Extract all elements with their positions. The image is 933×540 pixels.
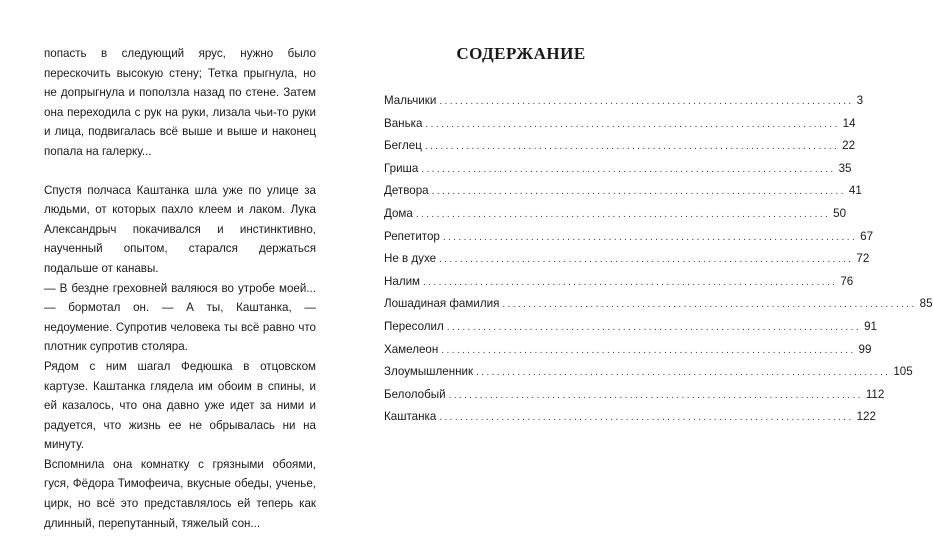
paragraph-gap [44, 162, 316, 181]
toc-list [384, 90, 933, 429]
toc-entry-page: 112 [865, 387, 885, 401]
toc-entry-title: Пересолил [384, 319, 444, 333]
toc-entry [384, 113, 856, 136]
toc-entry-title: Ванька [384, 116, 423, 130]
right-page-contents [384, 44, 933, 429]
toc-entry-page: 99 [858, 342, 872, 356]
toc-entry [384, 158, 852, 181]
paragraph-3: — В бездне греховней валяюся во утробе моей... — бормотал он. — А ты, Каштанка, — недоумение. Супротив человека ты всё равно что плотник супротив столяра. [44, 281, 316, 354]
toc-entry-page: 85 [919, 297, 933, 311]
toc-entry-title: Не в духе [384, 252, 437, 266]
toc-entry [384, 384, 885, 407]
toc-entry-title: Каштанка [384, 410, 437, 424]
toc-entry-title: Беглец [384, 139, 422, 153]
toc-entry [384, 271, 854, 294]
toc-entry-page: 91 [864, 319, 877, 333]
toc-leader-dots: ................................................................................ [439, 96, 854, 107]
paragraph-1: попасть в следующий ярус, нужно было перескочить высокую стену; Тетка прыгнула, но не допрыгнула и поползла назад по стене. Затем она переходила с рук на руки, лизала чьи-то руки и лица, подвигалась всё выше и выше и наконец попала на галерку... [44, 47, 316, 158]
toc-leader-dots: ................................................................................ [415, 208, 831, 220]
toc-entry-page: 22 [842, 139, 856, 153]
toc-entry [384, 203, 847, 226]
toc-entry-title: Гриша [384, 161, 419, 175]
toc-leader-dots: ................................................................................ [502, 299, 917, 311]
toc-entry-page: 76 [840, 274, 854, 288]
toc-entry-title: Репетитор [384, 229, 440, 243]
toc-entry-page: 105 [893, 365, 913, 379]
toc-leader-dots: ................................................................................ [421, 163, 836, 175]
toc-entry [384, 226, 874, 249]
paragraph-4: Рядом с ним шагал Федюшка в отцовском картузе. Каштанка глядела им обоим в спины, и ей казалось, что она давно уже идет за ними и радуется, что жизнь ее не обрывалась ни на минуту. [44, 359, 316, 452]
toc-leader-dots: ................................................................................ [425, 118, 840, 130]
toc-entry-title: Мальчики [384, 94, 437, 107]
paragraph-2: Спустя полчаса Каштанка шла уже по улице за людьми, от которых пахло клеем и лаком. Лука Александрыч покачивался и инстинктивно, наученный опытом, старался держаться подальше от канавы. [44, 183, 316, 275]
toc-leader-dots: ................................................................................ [424, 141, 840, 153]
toc-entry-page: 50 [833, 206, 847, 220]
toc-entry [384, 361, 913, 384]
toc-entry [384, 406, 876, 429]
toc-entry-title: Лошадиная фамилия [384, 297, 500, 311]
toc-entry-title: Налим [384, 274, 421, 288]
toc-entry-page: 72 [856, 252, 870, 266]
toc-entry [384, 180, 862, 203]
toc-entry-title: Детвора [384, 184, 429, 198]
toc-leader-dots: ................................................................................ [442, 231, 858, 243]
toc-leader-dots: ................................................................................ [439, 254, 854, 266]
toc-entry [384, 135, 856, 158]
toc-leader-dots: ................................................................................ [446, 321, 862, 333]
toc-leader-dots: ................................................................................ [439, 412, 854, 424]
toc-entry-title: Дома [384, 206, 413, 220]
toc-entry-page: 122 [856, 410, 876, 424]
toc-entry-page: 41 [848, 184, 862, 198]
toc-entry-page: 35 [838, 161, 852, 175]
toc-entry [384, 339, 872, 362]
contents-title: СОДЕРЖАНИЕ [456, 44, 586, 63]
left-page-text [44, 44, 316, 533]
toc-leader-dots: ................................................................................ [441, 344, 856, 356]
toc-entry [384, 90, 864, 113]
toc-entry-page: 14 [842, 116, 856, 130]
toc-leader-dots: ................................................................................ [431, 186, 846, 198]
toc-leader-dots: ................................................................................ [476, 367, 891, 379]
toc-entry [384, 293, 933, 316]
toc-entry [384, 316, 877, 339]
toc-leader-dots: ................................................................................ [423, 276, 838, 288]
toc-entry-page: 3 [856, 94, 864, 107]
paragraph-5: Вспомнила она комнатку с грязными обоями, гуся, Фёдора Тимофеича, вкусные обеды, ученье, цирк, но всё это представлялось ей теперь как длинный, перепутанный, тяжелый сон... [44, 457, 316, 530]
toc-entry-title: Хамелеон [384, 342, 439, 356]
toc-entry-page: 67 [860, 229, 874, 243]
toc-leader-dots: ................................................................................ [448, 389, 863, 401]
toc-entry-title: Белолобый [384, 387, 446, 401]
toc-entry [384, 248, 870, 271]
toc-entry-title: Злоумышленник [384, 365, 474, 379]
